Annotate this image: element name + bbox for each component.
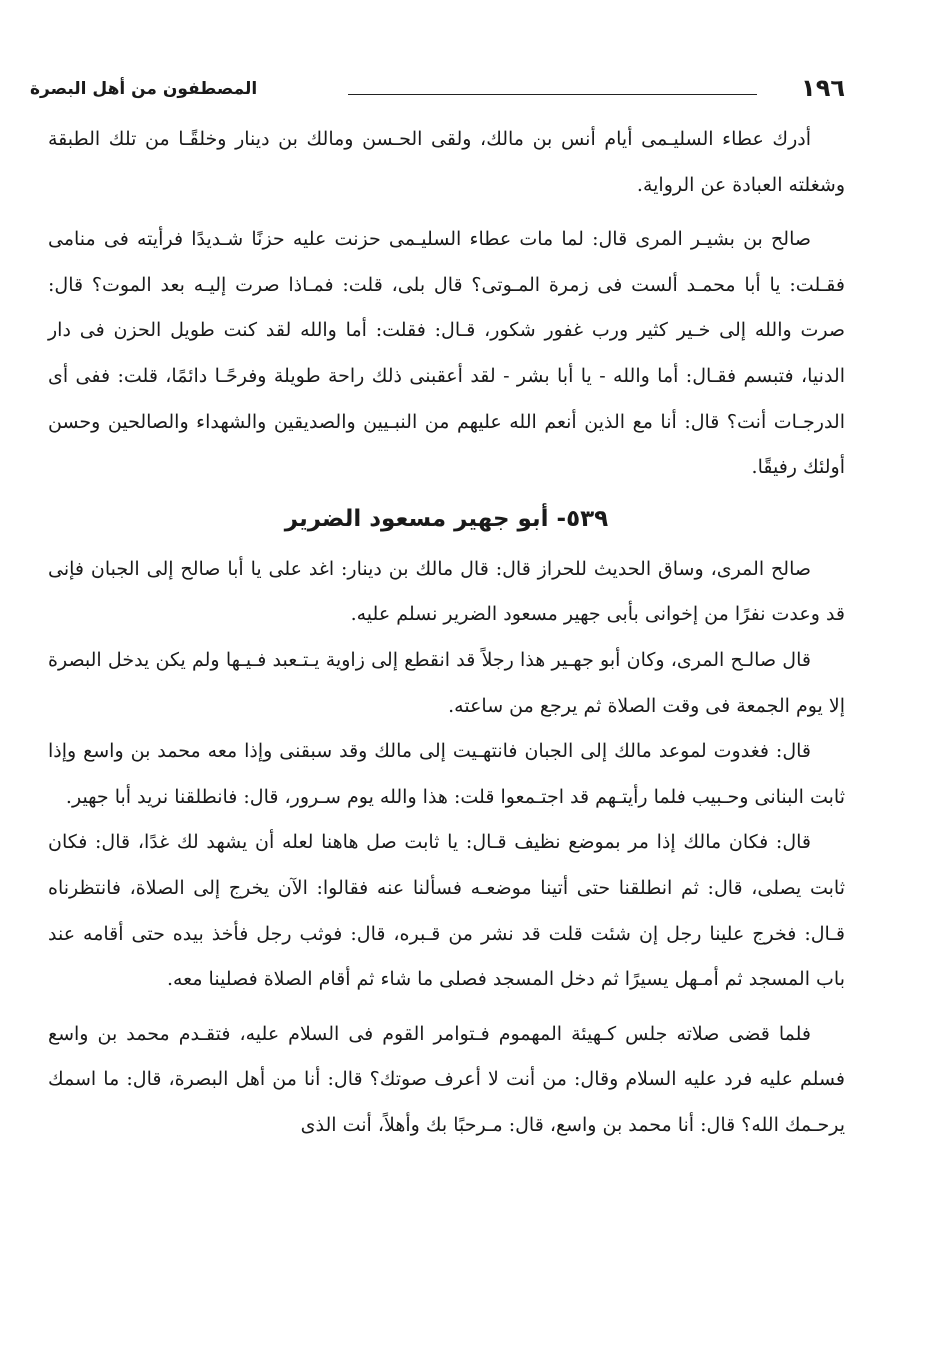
page-number: ١٩٦ — [801, 74, 845, 102]
paragraph: صالح بن بشيـر المرى قال: لما مات عطاء السليـمى حزنت عليه حزنًا شـديدًا فرأيته فى منامى فقـلت: يا أبا محمـد ألست فى زمرة المـوتى؟ قال بلى، قلت: فمـاذا صرت إليـه بعد الموت؟ قال: صرت والله إلى خـير كثير ورب غفور شكور، قـال: فقلت: أما والله لقد كنت طويل الحزن فى دار الدنيا، فتبسم فقـال: أما والله - يا أبا بشر - لقد أعقبنى ذلك راحة طويلة وفرحًـا دائمًا، قلت: ففى أى الدرجـات أنت؟ قال: أنا مع الذين أنعم الله عليهم من النبـيين والصديقين والشهداء والصالحين وحسن أولئك رفيقًا. — [48, 228, 846, 479]
page-header — [30, 70, 845, 110]
paragraph: صالح المرى، وساق الحديث للحراز قال: قال مالك بن دينار: اغد على يا أبا صالح إلى الجبان فإنى قد وعدت نفرًا من إخوانى بأبى جهير مسعود الضرير نسلم عليه. — [48, 557, 845, 626]
paragraph: قال: فكان مالك إذا مر بموضع نظيف قـال: يا ثابت صل هاهنا لعله أن يشهد لك غدًا، قال: فكان ثابت يصلى، قال: ثم انطلقنا حتى أتينا موضعـه فسألنا عنه فقالوا: الآن يخرج إلى الصلاة، فانتظرناه قـال: فخرج علينا رجل إن شئت قلت قد نشر من قـبره، قال: فوثب رجل فأخذ بيده حتى أقامه عند باب المسجد ثم أمـهل يسيرًا ثم دخل المسجد فصلى ما شاء ثم أقام الصلاة فصلينا معه. — [48, 831, 845, 991]
paragraph: أدرك عطاء السليـمى أيام أنس بن مالك، ولقى الحـسن ومالك بن دينار وخلقًـا من تلك الطبقة وشغلته العبادة عن الرواية. — [48, 128, 845, 196]
paragraph: فلما قضى صلاته جلس كـهيئة المهموم فـتوامر القوم فى السلام عليه، فتقـدم محمد بن واسع فسلم عليه فرد عليه السلام وقال: من أنت لا أعرف صوتك؟ قال: أنا من أهل البصرة، قال: ما اسمك يرحـمك الله؟ قال: أنا محمد بن واسع، قال: مـرحبًا بك وأهلاً، أنت الذى — [48, 1022, 845, 1136]
running-title: المصطفون من أهل البصرة — [30, 79, 258, 99]
paragraph: قال: فغدوت لموعد مالك إلى الجبان فانتهـيت إلى مالك وقد سبقنى وإذا معه محمد بن واسع وإذا ثابت البنانى وحـبيب فلما رأيتـهم قد اجتـمعوا قلت: هذا والله يوم سـرور، قال: فانطلقنا نريد أبا جهير. — [48, 740, 845, 808]
page-body — [48, 117, 845, 1148]
header-rule — [348, 94, 757, 95]
section-title: ٥٣٩- أبو جهير مسعود الضرير — [284, 505, 609, 532]
paragraph: قال صالـح المرى، وكان أبو جهـير هذا رجلاً قد انقطع إلى زاوية يـتـعبد فـيـها ولم يكن يدخل البصرة إلا يوم الجمعة فى وقت الصلاة ثم يرجع من ساعته. — [48, 648, 845, 717]
